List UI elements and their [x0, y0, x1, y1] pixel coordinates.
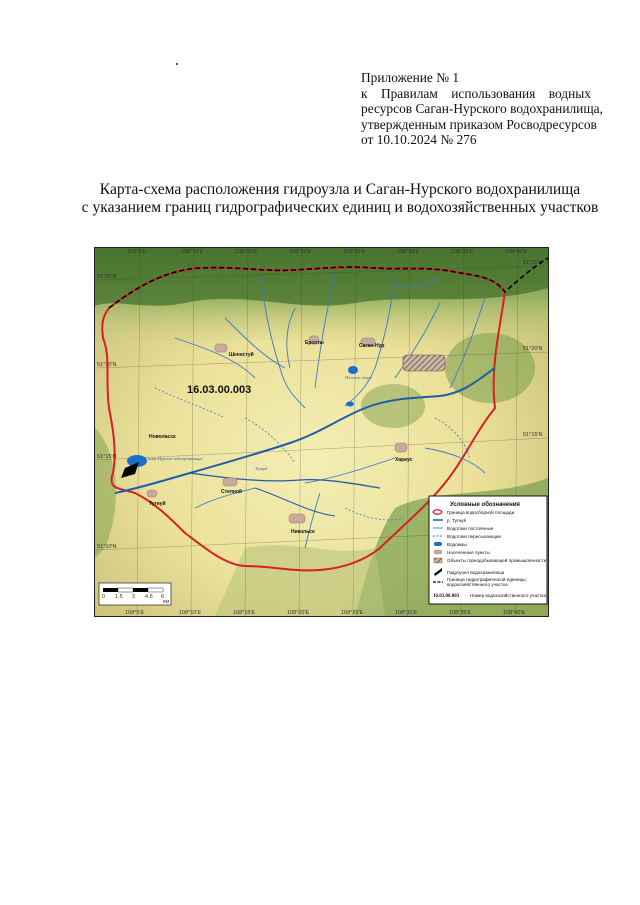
tick-label: 108°35'E [451, 249, 474, 255]
tick-label: 108°10'E [179, 610, 202, 616]
mining-icon [434, 558, 442, 563]
tick-label: 51°25'N [97, 274, 117, 280]
tick-label: 108°20'E [287, 610, 310, 616]
settlement-icon [289, 514, 305, 523]
eastern-hills [445, 333, 535, 403]
tick-label: 51°15'N [97, 454, 117, 460]
appendix-line-4: утвержденным приказом Росводресурсов [361, 116, 597, 132]
appendix-word: к [361, 85, 368, 101]
settlement-label: Новоласск [149, 434, 176, 440]
unit-code-label: 16.03.00.003 [187, 384, 252, 396]
title-line-2: с указанием границ гидрографических единиц и водохозяйственных участков [81, 199, 599, 216]
legend-label: Граница гидрографической единицы, водохозяйственного участка [447, 577, 527, 587]
legend-label: Гидроузел водохранилища [447, 570, 505, 575]
scale-unit: км [163, 599, 170, 605]
tick-label: 108°25'E [343, 249, 366, 255]
tick-label: 108°35'E [449, 610, 472, 616]
document-title [60, 181, 620, 217]
scan-speck [176, 63, 178, 65]
water-body-icon [434, 542, 442, 546]
legend-label: Объекты горнодобывающей промышленности [447, 558, 547, 563]
appendix-word: водных [548, 85, 591, 101]
map-legend [429, 496, 547, 604]
tick-label: 51°20'N [97, 362, 117, 368]
settlement-label: Саган-Нур [359, 343, 385, 349]
tick-label: 51°10'N [97, 544, 117, 550]
appendix-word: Правилам [380, 85, 438, 101]
settlement-icon [395, 443, 407, 452]
settlement-icon [215, 344, 227, 352]
appendix-number: Приложение № 1 [361, 70, 460, 85]
title-line-1: Карта-схема расположения гидроузла и Саган-Нурского водохранилища [99, 181, 581, 198]
tick-label: 108°5'E [127, 249, 147, 255]
tick-label: 108°30'E [395, 610, 418, 616]
river-label: Тугнуй [255, 466, 268, 471]
tick-label: 108°40'E [505, 249, 528, 255]
settlement-label: Ерсоты [305, 340, 324, 346]
tick-label: 108°10'E [181, 249, 204, 255]
legend-title: Условные обозначения [450, 502, 520, 508]
tick-label: 108°5'E [125, 610, 145, 616]
settlement-icon [147, 490, 157, 497]
scale-label: 4.5 [145, 594, 153, 600]
legend-label: Водоемы [447, 542, 467, 547]
map-svg [95, 248, 548, 616]
appendix-line-2 [361, 86, 591, 102]
scale-label: 6 [161, 594, 165, 600]
unit-code-icon: 16.03.00.003 [433, 594, 460, 599]
scale-label: 1.5 [115, 594, 123, 600]
lake [348, 366, 358, 374]
tick-label: 108°40'E [503, 610, 526, 616]
lake [346, 402, 354, 407]
tick-label: 108°25'E [341, 610, 364, 616]
tick-label: 108°15'E [233, 610, 256, 616]
scale-label: 3 [132, 594, 136, 600]
legend-label: Водотоки постоянные [447, 526, 494, 531]
legend-label: Населенные пункты [447, 550, 490, 555]
settlement-label: Хараус [395, 457, 413, 463]
settlement-label: Степной [221, 489, 243, 495]
appendix-line-3: ресурсов Саган-Нурского водохранилища, [361, 101, 603, 116]
settlement-icon [223, 478, 237, 486]
scale-label: 0 [102, 594, 106, 600]
appendix-line-5: от 10.10.2024 № 276 [361, 132, 477, 147]
settlement-label: Шенестуй [229, 352, 254, 358]
appendix-word: использования [451, 85, 536, 101]
scale-bar [99, 583, 171, 605]
appendix-header [361, 70, 603, 148]
map-figure [94, 247, 549, 617]
reservoir-label: Саган-Нурское водохранилище [145, 456, 203, 461]
legend-label: Номер водохозяйственного участка [470, 593, 547, 598]
tick-label: 108°20'E [289, 249, 312, 255]
mining-site [403, 355, 445, 371]
settlement-label: Тугнуй [149, 501, 166, 507]
tick-label: 51°20'N [523, 346, 543, 352]
settlement-label: Никольск [291, 529, 315, 535]
tick-label: 108°15'E [235, 249, 258, 255]
tick-label: 51°25'N [523, 260, 543, 266]
settlement-icon [434, 550, 442, 554]
lake-label: Плоское озеро [345, 375, 372, 380]
legend-label: р. Тугнуй [447, 518, 467, 523]
tick-label: 51°15'N [523, 432, 543, 438]
legend-label: Водотоки пересыхающие [447, 534, 502, 539]
legend-label: Граница водосборной площади [447, 510, 515, 515]
tick-label: 108°30'E [397, 249, 420, 255]
